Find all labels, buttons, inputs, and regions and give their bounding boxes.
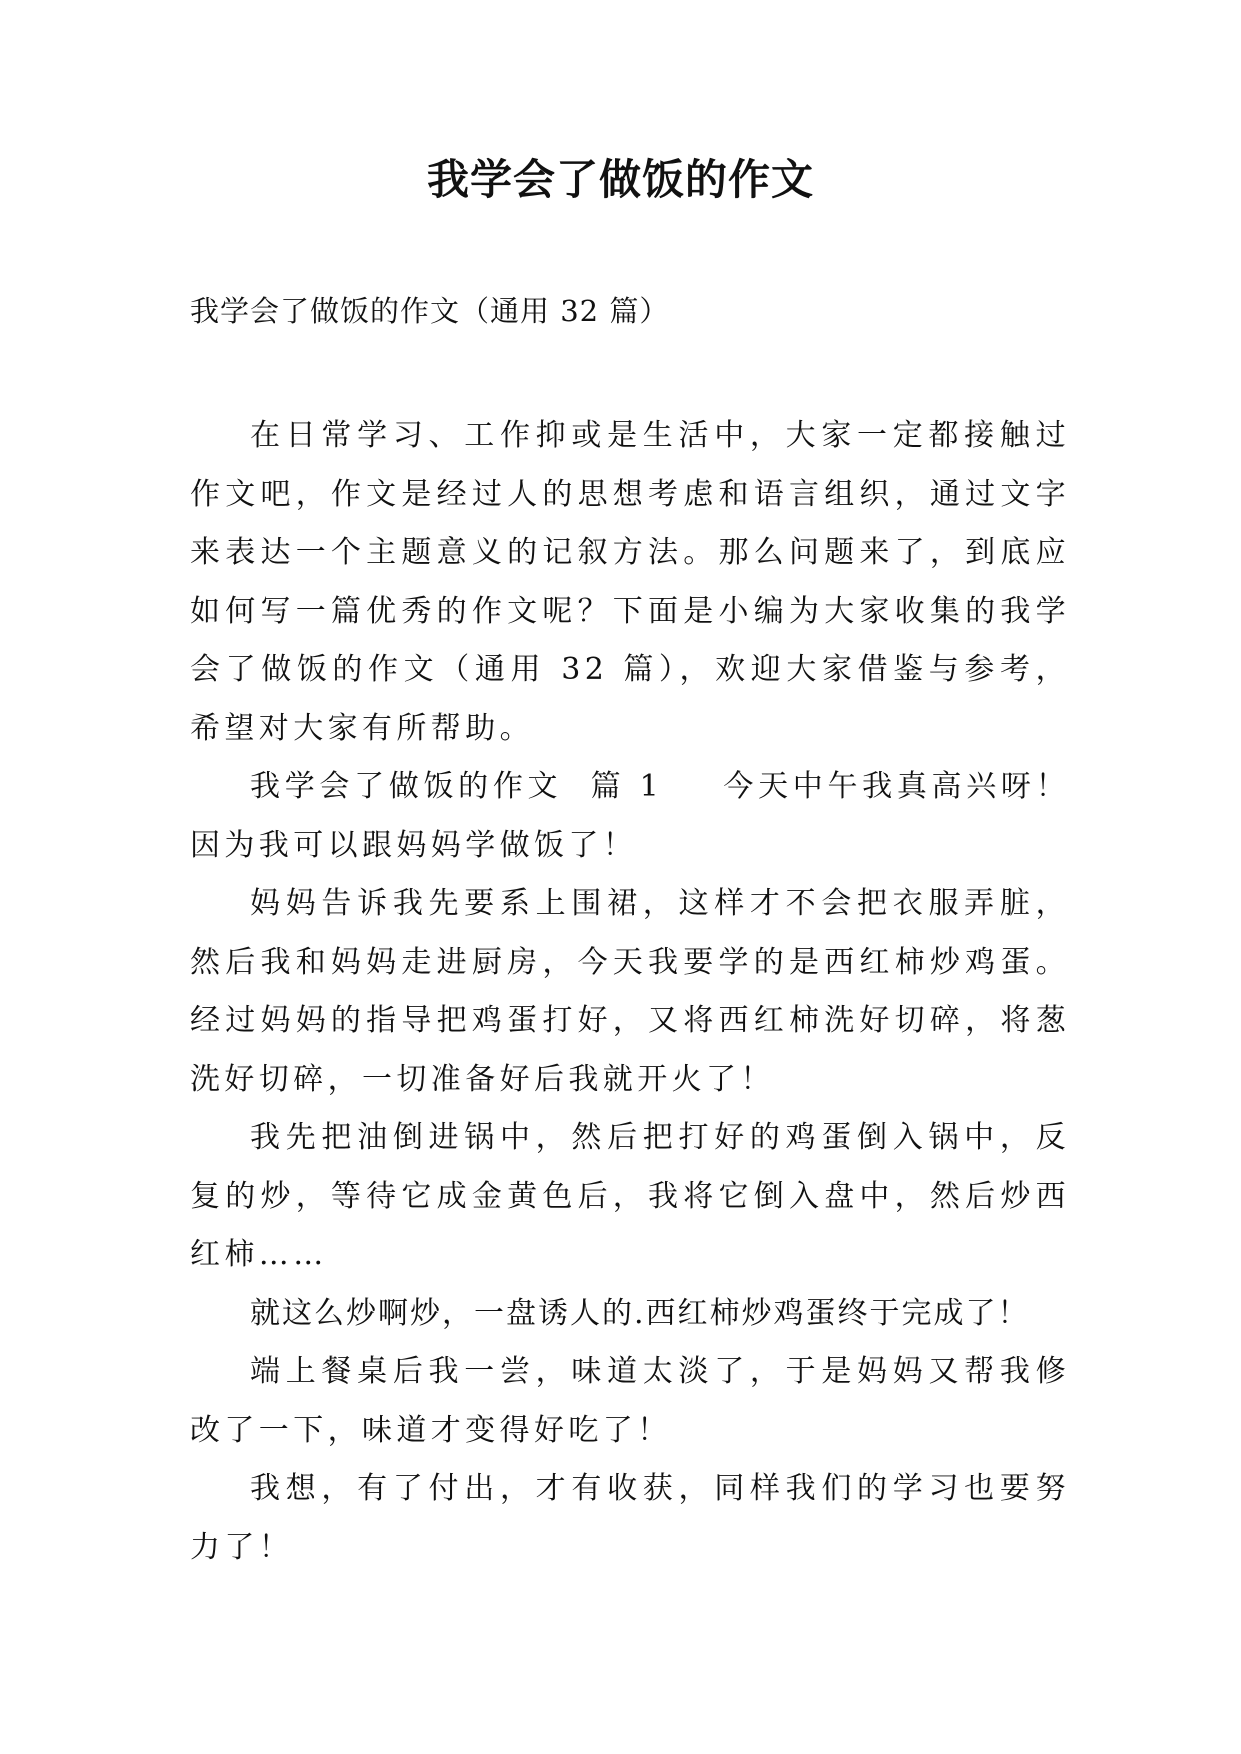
document-body [190,407,1070,1577]
body-paragraph: 端上餐桌后我一尝，味道太淡了，于是妈妈又帮我修改了一下，味道才变得好吃了！ [190,1354,1070,1448]
body-paragraph: 我先把油倒进锅中，然后把打好的鸡蛋倒入锅中，反复的炒，等待它成金黄色后，我将它倒入盘中，然后炒西红柿…… [190,1120,1070,1272]
section-first-line: 今天中午我真高兴呀！因为我可以跟妈妈学做饭了！ [190,769,1071,863]
body-paragraph: 妈妈告诉我先要系上围裙，这样才不会把衣服弄脏，然后我和妈妈走进厨房，今天我要学的是西红柿炒鸡蛋。经过妈妈的指导把鸡蛋打好，又将西红柿洗好切碎，将葱洗好切碎，一切准备好后我就开火了！ [190,886,1070,1097]
section-1-paragraph [190,758,1070,875]
document-subtitle: 我学会了做饭的作文（通用 32 篇） [190,294,670,328]
intro-paragraph: 在日常学习、工作抑或是生活中，大家一定都接触过作文吧，作文是经过人的思想考虑和语言组织，通过文字来表达一个主题意义的记叙方法。那么问题来了，到底应如何写一篇优秀的作文呢？下面是小编为大家收集的我学会了做饭的作文（通用 32 篇），欢迎大家借鉴与参考，希望对大家有所帮助。 [190,418,1070,746]
section-heading: 我学会了做饭的作文 篇 1 [250,769,664,804]
body-paragraph: 我想，有了付出，才有收获，同样我们的学习也要努力了！ [190,1471,1070,1565]
document-title: 我学会了做饭的作文 [426,155,814,204]
body-paragraph: 就这么炒啊炒，一盘诱人的.西红柿炒鸡蛋终于完成了！ [250,1295,1030,1331]
